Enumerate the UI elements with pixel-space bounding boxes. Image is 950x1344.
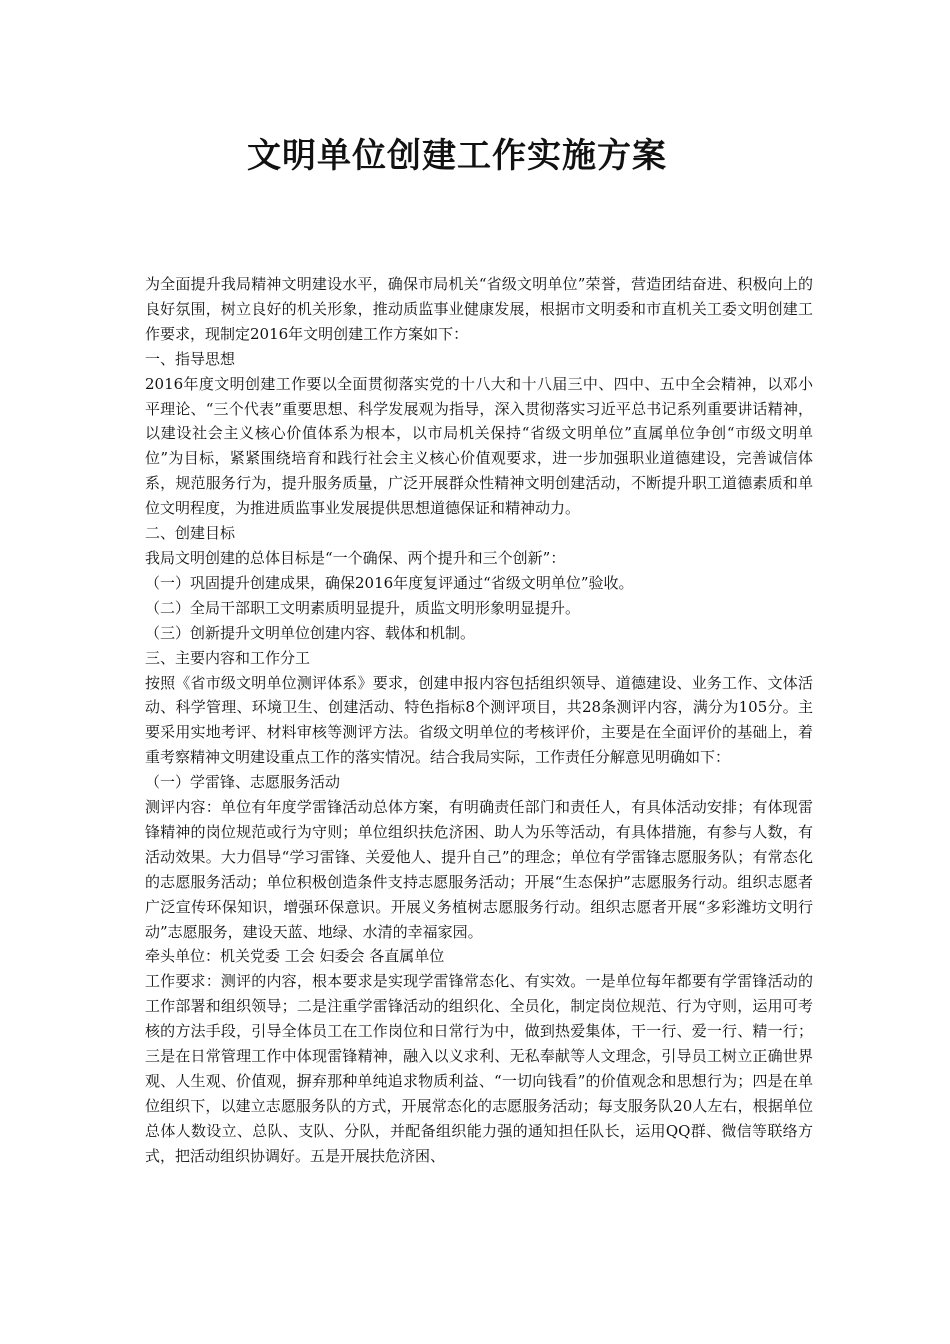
evaluation-content-paragraph: 测评内容：单位有年度学雷锋活动总体方案，有明确责任部门和责任人，有具体活动安排；有体现雷锋精神的岗位规范或行为守则；单位组织扶危济困、助人为乐等活动，有具体措施，有参与人数，有活动效果。大力倡导“学习雷锋、关爱他人、提升自己”的理念；单位有学雷锋志愿服务队；有常态化的志愿服务活动；单位积极创造条件支持志愿服务活动；开展“生态保护”志愿服务行动。组织志愿者广泛宣传环保知识，增强环保意识。开展义务植树志愿服务行动。组织志愿者开展“多彩潍坊文明行动”志愿服务，建设天蓝、地绿、水清的幸福家园。 (145, 798, 813, 941)
section-heading-main-content: 三、主要内容和工作分工 (145, 648, 311, 667)
goals-summary-paragraph: 我局文明创建的总体目标是“一个确保、两个提升和三个创新”： (145, 548, 566, 567)
main-content-paragraph: 按照《省市级文明单位测评体系》要求，创建申报内容包括组织领导、道德建设、业务工作、文体活动、科学管理、环境卫生、创建活动、特色指标8个测评项目，共28条测评内容，满分为105分。主要采用实地考评、材料审核等测评方法。省级文明单位的考核评价，主要是在全面评价的基础上，着重考察精神文明建设重点工作的落实情况。结合我局实际，工作责任分解意见明确如下： (145, 673, 813, 767)
goal-item-3: （三）创新提升文明单位创建内容、载体和机制。 (145, 623, 476, 642)
work-requirements-paragraph: 工作要求：测评的内容，根本要求是实现学雷锋常态化、有实效。一是单位每年都要有学雷锋活动的工作部署和组织领导；二是注重学雷锋活动的组织化、全员化，制定岗位规范、行为守则，运用可考核的方法手段，引导全体员工在工作岗位和日常行为中，做到热爱集体，干一行、爱一行、精一行；三是在日常管理工作中体现雷锋精神，融入以义求利、无私奉献等人文理念，引导员工树立正确世界观、人生观、价值观，摒弃那种单纯追求物质利益、“一切向钱看”的价值观念和思想行为；四是在单位组织下，以建立志愿服务队的方式，开展常态化的志愿服务活动；每支服务队20人左右，根据单位总体人数设立、总队、支队、分队，并配备组织能力强的通知担任队长，运用QQ群、微信等联络方式，把活动组织协调好。五是开展扶危济困、 (145, 972, 813, 1165)
section-heading-guiding-ideology: 一、指导思想 (145, 349, 236, 368)
goal-item-2: （二）全局干部职工文明素质明显提升，质监文明形象明显提升。 (145, 598, 581, 617)
lead-units-paragraph: 牵头单位：机关党委 工会 妇委会 各直属单位 (145, 947, 445, 966)
document-body (145, 272, 813, 1169)
intro-paragraph: 为全面提升我局精神文明建设水平，确保市局机关“省级文明单位”荣誉，营造团结奋进、积极向上的良好氛围，树立良好的机关形象，推动质监事业健康发展，根据市文明委和市直机关工委文明创建工作要求，现制定2016年文明创建工作方案如下： (145, 275, 813, 343)
subsection-heading-volunteer: （一）学雷锋、志愿服务活动 (145, 773, 341, 792)
document-title: 文明单位创建工作实施方案 (247, 136, 667, 176)
guiding-ideology-paragraph: 2016年度文明创建工作要以全面贯彻落实党的十八大和十八届三中、四中、五中全会精神，以邓小平理论、“三个代表”重要思想、科学发展观为指导，深入贯彻落实习近平总书记系列重要讲话精神，以建设社会主义核心价值体系为根本，以市局机关保持“省级文明单位”直属单位争创“市级文明单位”为目标，紧紧围绕培育和践行社会主义核心价值观要求，进一步加强职业道德建设，完善诚信体系，规范服务行为，提升服务质量，广泛开展群众性精神文明创建活动，不断提升职工道德素质和单位文明程度，为推进质监事业发展提供思想道德保证和精神动力。 (145, 374, 813, 518)
section-heading-goals: 二、创建目标 (145, 524, 236, 543)
goal-item-1: （一）巩固提升创建成果，确保2016年度复评通过“省级文明单位”验收。 (145, 573, 634, 592)
